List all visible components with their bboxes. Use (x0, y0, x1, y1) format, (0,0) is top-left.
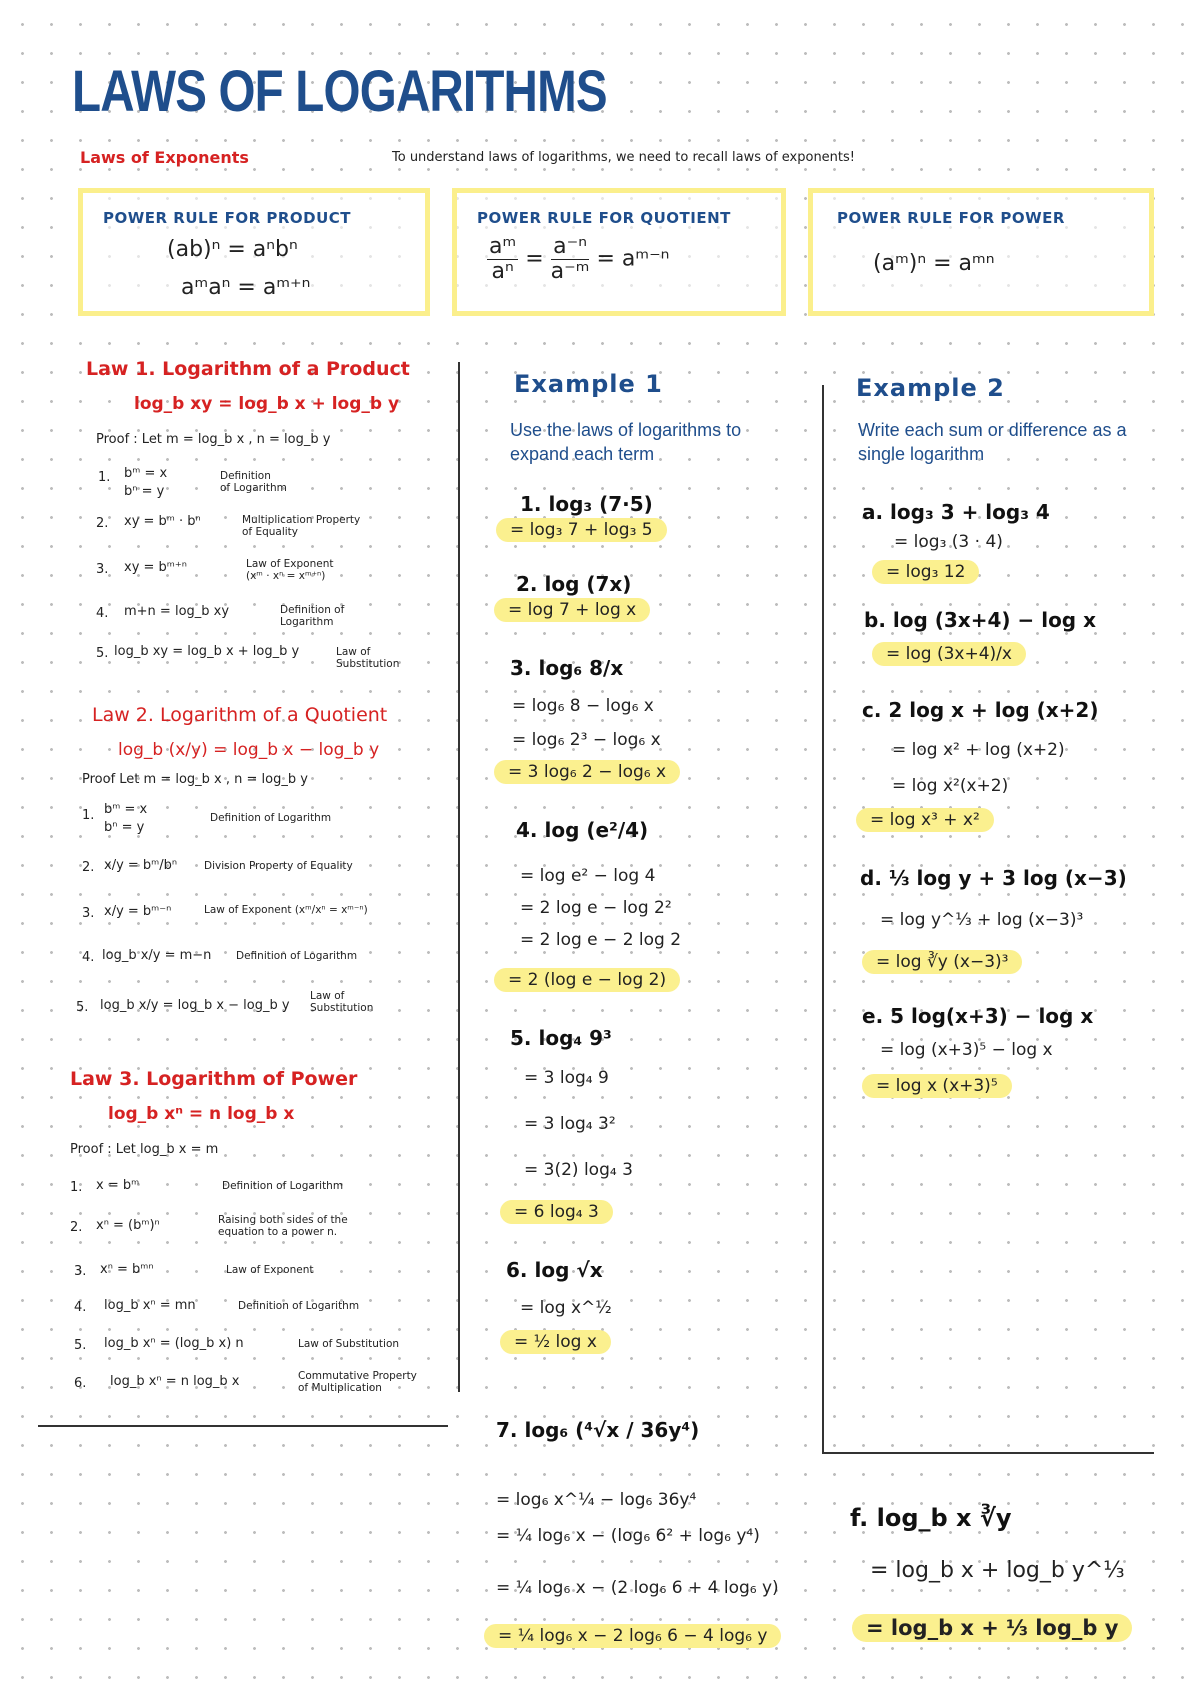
example2-step: = log_b x + log_b y^⅓ (870, 1558, 1125, 1583)
proof-step: x/y = bᵐ/bⁿ (104, 858, 178, 873)
law1-equation: log_b xy = log_b x + log_b y (134, 394, 400, 414)
example1-step: = 2 log e − 2 log 2 (520, 930, 682, 950)
proof-step-number: 2. (82, 860, 95, 875)
proof-note: Division Property of Equality (204, 860, 353, 872)
fraction-denominator: aⁿ (491, 259, 514, 285)
law3-title: Law 3. Logarithm of Power (70, 1068, 358, 1090)
proof-step-number: 1. (82, 808, 95, 823)
proof-note: Raising both sides of the equation to a power n. (218, 1214, 348, 1238)
example2-problem: a. log₃ 3 + log₃ 4 (862, 500, 1050, 524)
box-title: POWER RULE FOR POWER (837, 209, 1065, 227)
proof-step: m+n = log_b xy (124, 604, 230, 619)
proof-note: Multiplication Property of Equality (242, 514, 361, 538)
example1-answer: = ¼ log₆ x − 2 log₆ 6 − 4 log₆ y (484, 1624, 781, 1648)
page-title: LAWS OF LOGARITHMS (72, 59, 607, 124)
law3-equation: log_b xⁿ = n log_b x (108, 1104, 295, 1124)
proof-note: Definition of Logarithm (236, 950, 358, 962)
proof-step: bᵐ = x (124, 466, 168, 481)
proof-note: Law of Exponent (226, 1264, 314, 1276)
example1-step: = 3 log₄ 9 (524, 1068, 609, 1088)
box-equation: aᵐaⁿ = aᵐ⁺ⁿ (181, 275, 311, 300)
proof-step-number: 3. (74, 1264, 87, 1279)
example1-step: = 3(2) log₄ 3 (524, 1160, 633, 1180)
example1-problem: 5. log₄ 9³ (510, 1026, 612, 1050)
example2-problem: e. 5 log(x+3) − log x (862, 1004, 1094, 1028)
column-divider (38, 1425, 448, 1427)
proof-step: x/y = bᵐ⁻ⁿ (104, 904, 172, 919)
proof-step: bᵐ = x (104, 802, 148, 817)
example1-title: Example 1 (514, 370, 663, 398)
example1-answer: = ½ log x (500, 1330, 611, 1354)
box-equation: (ab)ⁿ = aⁿbⁿ (167, 237, 298, 262)
example1-step: = log₆ 2³ − log₆ x (512, 730, 661, 750)
exponents-heading: Laws of Exponents (80, 148, 249, 167)
proof-step: log_b xⁿ = n log_b x (110, 1374, 240, 1389)
example1-answer: = 3 log₆ 2 − log₆ x (494, 760, 680, 784)
example1-answer: = 6 log₄ 3 (500, 1200, 613, 1224)
example2-step: = log x²(x+2) (892, 776, 1009, 796)
proof-note: Definition of Logarithm (280, 604, 345, 628)
example2-problem: c. 2 log x + log (x+2) (862, 698, 1099, 722)
example2-problem: f. log_b x ∛y (850, 1504, 1012, 1532)
proof-note: Commutative Property of Multiplication (298, 1370, 417, 1394)
proof-step-number: 2. (70, 1220, 83, 1235)
law1-proof: Proof : Let m = log_b x , n = log_b y (96, 432, 331, 447)
box-equation: $\frac{\text{aᵐ}}{\text{aⁿ}}$ = $\frac{\text{a⁻ⁿ}}{\text{a⁻ᵐ}}$ = aᵐ⁻ⁿ (489, 234, 670, 285)
law3-proof: Proof : Let log_b x = m (70, 1142, 219, 1157)
proof-step-number: 6. (74, 1376, 87, 1391)
proof-step-number: 5. (96, 646, 109, 661)
example1-problem: 3. log₆ 8/x (510, 656, 624, 680)
example2-instruction: Write each sum or difference as a single logarithm (858, 420, 1127, 464)
law1-title: Law 1. Logarithm of a Product (86, 358, 410, 380)
proof-step-number: 3. (96, 562, 109, 577)
example1-step: = ¼ log₆ x − (2 log₆ 6 + 4 log₆ y) (496, 1578, 779, 1598)
example1-answer: = log 7 + log x (494, 598, 650, 622)
proof-note: Definition of Logarithm (238, 1300, 360, 1312)
column-divider (458, 362, 460, 1392)
example1-problem: 7. log₆ (⁴√x / 36y⁴) (496, 1418, 700, 1442)
proof-note: Law of Exponent (xᵐ/xⁿ = xᵐ⁻ⁿ) (204, 904, 368, 916)
box-power-product (78, 188, 430, 316)
fraction-numerator: a⁻ⁿ (551, 235, 590, 260)
proof-step-number: 4. (82, 950, 95, 965)
column-divider (822, 1452, 1154, 1454)
example1-answer: = log₃ 7 + log₃ 5 (496, 518, 667, 542)
example1-step: = log x^½ (520, 1298, 612, 1318)
proof-step-number: 3. (82, 906, 95, 921)
box-rhs: = aᵐ⁻ⁿ (596, 246, 670, 272)
proof-step: xⁿ = bᵐⁿ (100, 1262, 154, 1277)
proof-note: Definition of Logarithm (222, 1180, 344, 1192)
example1-problem: 6. log √x (506, 1258, 603, 1282)
proof-step-number: 5. (74, 1338, 87, 1353)
proof-step-number: 4. (74, 1300, 87, 1315)
box-title: POWER RULE FOR PRODUCT (103, 209, 352, 227)
column-divider (822, 385, 824, 1453)
proof-note: Law of Substitution (310, 990, 374, 1014)
example2-answer: = log (3x+4)/x (872, 642, 1026, 666)
box-power-power (808, 188, 1154, 316)
example2-answer: = log_b x + ⅓ log_b y (852, 1614, 1132, 1642)
proof-note: Definition of Logarithm (210, 812, 332, 824)
example1-problem: 1. log₃ (7·5) (520, 492, 653, 516)
example1-problem: 2. log (7x) (516, 572, 632, 596)
proof-step-number: 1. (70, 1180, 83, 1195)
example1-step: = log₆ x^¼ − log₆ 36y⁴ (496, 1490, 697, 1510)
example1-instruction: Use the laws of logarithms to expand each term (510, 420, 742, 464)
proof-step-number: 4. (96, 606, 109, 621)
example1-step: = log e² − log 4 (520, 866, 656, 886)
proof-note: Law of Exponent (xᵐ · xⁿ = xᵐ⁺ⁿ) (246, 558, 334, 582)
box-title: POWER RULE FOR QUOTIENT (477, 209, 731, 227)
example2-title: Example 2 (856, 374, 1005, 402)
proof-step: log_b xⁿ = (log_b x) n (104, 1336, 244, 1351)
proof-step: log_b x/y = log_b x − log_b y (100, 998, 290, 1013)
example1-step: = log₆ 8 − log₆ x (512, 696, 654, 716)
exponents-note: To understand laws of logarithms, we need to recall laws of exponents! (392, 150, 856, 165)
law2-equation: log_b (x/y) = log_b x − log_b y (118, 740, 380, 760)
proof-note: Law of Substitution (336, 646, 400, 670)
example1-step: = 3 log₄ 3² (524, 1114, 616, 1134)
example1-problem: 4. log (e²/4) (516, 818, 649, 842)
example1-answer: = 2 (log e − log 2) (494, 968, 680, 992)
proof-note: Law of Substitution (298, 1338, 400, 1350)
proof-step: xⁿ = (bᵐ)ⁿ (96, 1218, 160, 1233)
proof-step: bⁿ = y (104, 820, 145, 835)
example1-step: = 2 log e − log 2² (520, 898, 672, 918)
proof-step: log_b x/y = m−n (102, 948, 212, 963)
example2-step: = log₃ (3 · 4) (894, 532, 1003, 552)
example2-answer: = log₃ 12 (872, 560, 979, 584)
fraction-numerator: aᵐ (489, 234, 517, 259)
example2-step: = log x² + log (x+2) (892, 740, 1065, 760)
proof-step: log_b xy = log_b x + log_b y (114, 644, 300, 659)
example2-step: = log y^⅓ + log (x−3)³ (880, 910, 1084, 930)
proof-step-number: 5. (76, 1000, 89, 1015)
example2-answer: = log x³ + x² (856, 808, 994, 832)
law2-title: Law 2. Logarithm of a Quotient (92, 704, 388, 726)
proof-step: bⁿ = y (124, 484, 165, 499)
example2-problem: d. ⅓ log y + 3 log (x−3) (860, 866, 1127, 890)
example2-answer: = log ∛y (x−3)³ (862, 950, 1022, 974)
proof-note: Definition of Logarithm (220, 470, 287, 494)
example2-answer: = log x (x+3)⁵ (862, 1074, 1012, 1098)
proof-step: x = bᵐ (96, 1178, 140, 1193)
box-power-quotient (452, 188, 786, 316)
proof-step: xy = bᵐ · bⁿ (124, 514, 201, 529)
proof-step: xy = bᵐ⁺ⁿ (124, 560, 187, 575)
proof-step-number: 1. (98, 470, 111, 485)
proof-step: log_b xⁿ = mn (104, 1298, 196, 1313)
example2-problem: b. log (3x+4) − log x (864, 608, 1096, 632)
fraction-denominator: a⁻ᵐ (550, 259, 590, 285)
box-equation: (aᵐ)ⁿ = aᵐⁿ (873, 251, 995, 276)
law2-proof: Proof Let m = log_b x , n = log_b y (82, 772, 308, 787)
proof-step-number: 2. (96, 516, 109, 531)
example2-step: = log (x+3)⁵ − log x (880, 1040, 1053, 1060)
example1-step: = ¼ log₆ x − (log₆ 6² + log₆ y⁴) (496, 1526, 760, 1546)
